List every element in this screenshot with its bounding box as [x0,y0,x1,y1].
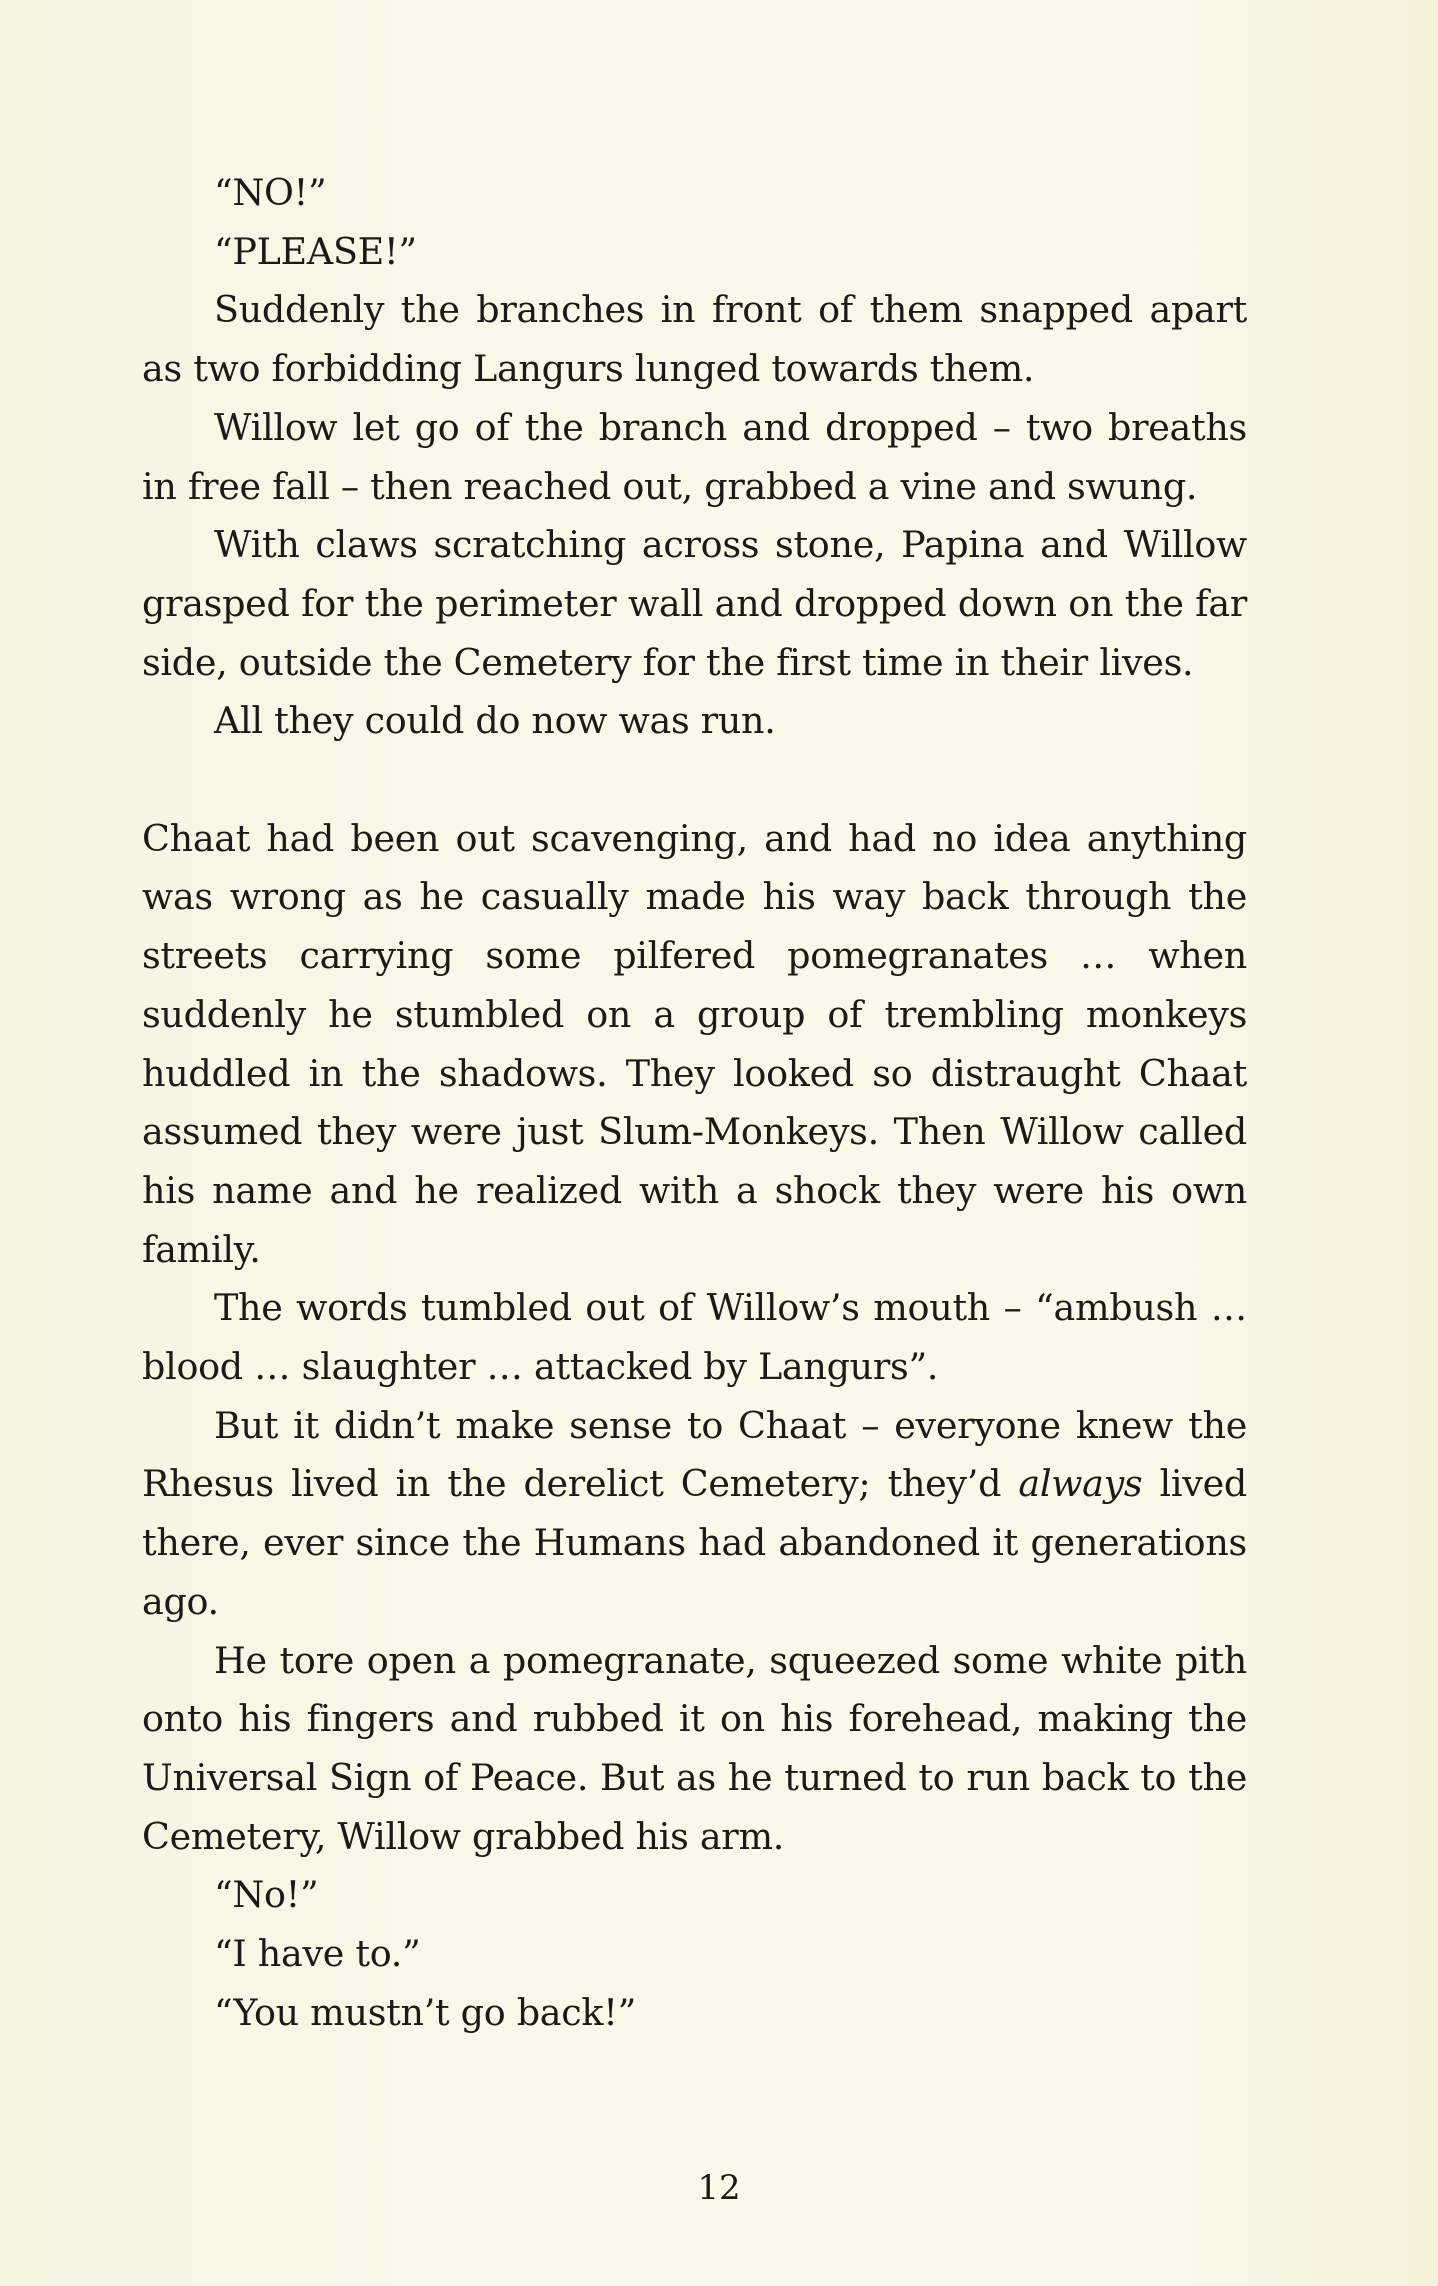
paragraph-run: All they could do now was run. [214,699,776,743]
page-number: 12 [697,2168,741,2208]
section-break [142,751,1247,810]
emphasis-always: always [1018,1462,1143,1506]
body-text [142,164,1247,2042]
paragraph-i-have-to: “I have to.” [214,1932,421,1976]
paragraph-perimeter-wall: With claws scratching across stone, Papina and Willow grasped for the perimeter wall and dropped down on the far side, outside the Cemetery for the first time in their lives. [142,523,1247,684]
paragraph-words-tumbled: The words tumbled out of Willow’s mouth – “ambush … blood … slaughter … attacked by Langurs”. [142,1286,1247,1389]
paragraph-didnt-make-sense [142,1397,1247,1632]
paragraph-please: “PLEASE!” [214,229,417,273]
paragraph-didnt-make-sense-part2: lived there, ever since the Humans had abandoned it generations ago. [142,1462,1247,1623]
paragraph-no-2: “No!” [214,1873,319,1917]
paragraph-pomegranate: He tore open a pomegranate, squeezed some white pith onto his fingers and rubbed it on his forehead, making the Universal Sign of Peace. But as he turned to run back to the Cemetery, Willow grabbed his arm. [142,1638,1247,1858]
paragraph-willow-dropped: Willow let go of the branch and dropped – two breaths in free fall – then reached out, grabbed a vine and swung. [142,405,1247,508]
paragraph-no: “NO!” [214,171,327,214]
paragraph-mustnt-go-back: “You mustn’t go back!” [214,1990,636,2034]
paragraph-branches-snapped: Suddenly the branches in front of them snapped apart as two forbidding Langurs lunged towards them. [142,288,1247,391]
paragraph-chaat-scavenging: Chaat had been out scavenging, and had no idea anything was wrong as he casually made his way back through the streets carrying some pilfered pomegranates … when suddenly he stumbled on a group of trembling monkeys huddled in the shadows. They looked so distraught Chaat assumed they were just Slum-Monkeys. Then Willow called his name and he realized with a shock they were his own family. [142,816,1247,1271]
paragraph-didnt-make-sense-part1: But it didn’t make sense to Chaat – everyone knew the Rhesus lived in the derelict Cemetery; they’d [142,1403,1247,1506]
